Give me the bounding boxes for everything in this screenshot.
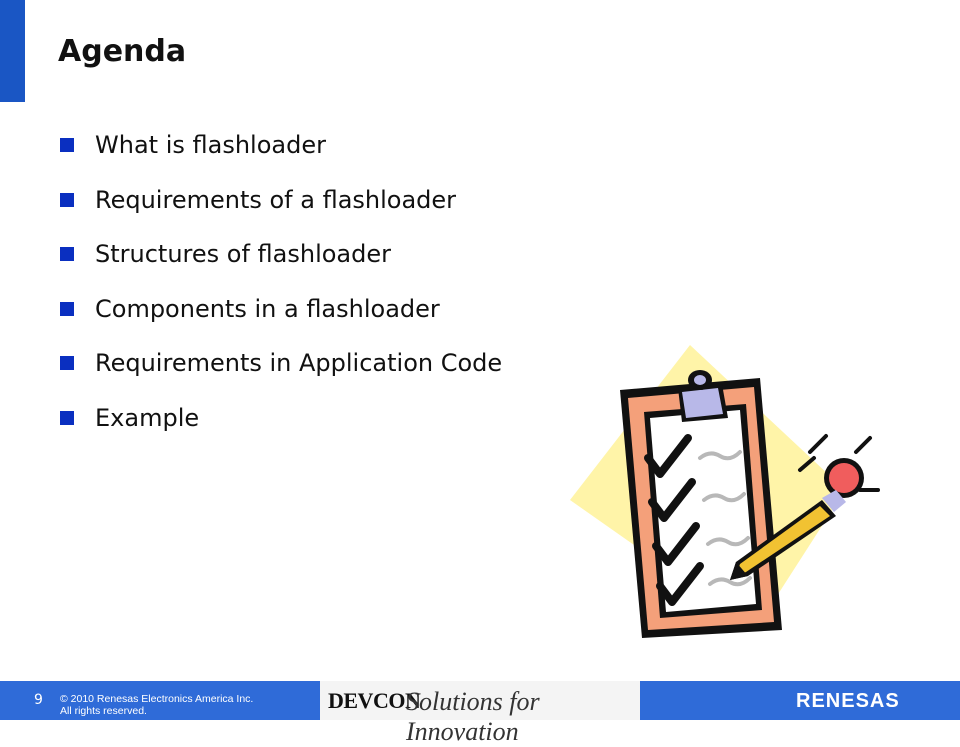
rights-line: All rights reserved.	[60, 705, 147, 717]
copyright-line: © 2010 Renesas Electronics America Inc.	[60, 693, 254, 705]
page-number: 9	[34, 692, 43, 708]
devcon-logo: DEVCON	[328, 688, 421, 713]
agenda-item	[60, 227, 502, 282]
square-bullet-icon	[60, 138, 74, 152]
square-bullet-icon	[60, 356, 74, 370]
agenda-item	[60, 173, 502, 228]
square-bullet-icon	[60, 247, 74, 261]
square-bullet-icon	[60, 411, 74, 425]
agenda-list	[60, 118, 502, 445]
agenda-item-text: Structures of flashloader	[95, 240, 392, 269]
agenda-item-text: What is flashloader	[95, 131, 326, 160]
footer-bar	[0, 681, 960, 746]
tagline: Solutions for Innovation	[406, 687, 540, 746]
footer-right-panel	[640, 681, 960, 720]
footer-left-panel	[0, 681, 320, 720]
square-bullet-icon	[60, 193, 74, 207]
footer-brand-panel	[320, 681, 640, 746]
agenda-item-text: Components in a flashloader	[95, 294, 440, 323]
copyright-text	[60, 693, 253, 717]
agenda-item-text: Example	[95, 403, 200, 432]
agenda-item	[60, 391, 502, 446]
slide-title: Agenda	[58, 34, 187, 69]
agenda-item-text: Requirements of a flashloader	[95, 185, 457, 214]
title-accent-bar	[0, 0, 25, 102]
clipboard-checklist-icon	[560, 340, 880, 640]
square-bullet-icon	[60, 302, 74, 316]
renesas-logo: RENESAS	[796, 690, 900, 712]
agenda-item	[60, 336, 502, 391]
agenda-item	[60, 282, 502, 337]
agenda-item	[60, 118, 502, 173]
agenda-item-text: Requirements in Application Code	[95, 349, 503, 378]
